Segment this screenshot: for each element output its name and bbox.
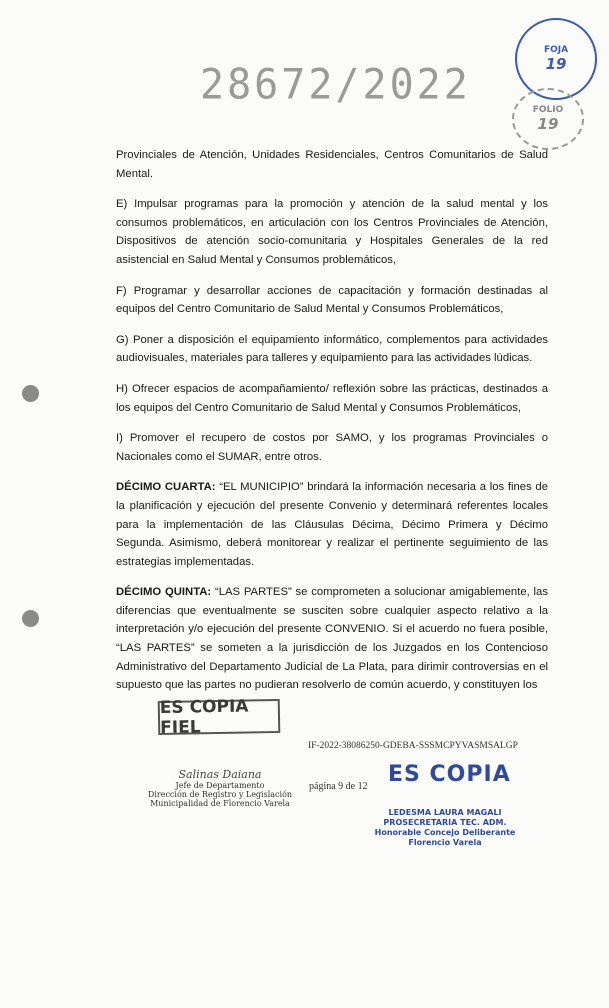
signer-municipality: Municipalidad de Florencio Varela xyxy=(150,799,290,808)
clause-decimo-quinta-heading: DÉCIMO QUINTA: xyxy=(116,586,212,599)
copia-signer-city: Florencio Varela xyxy=(408,838,482,847)
paragraph-g: G) Poner a disposición el equipamiento informático, complementos para actividades audiovisuales, materiales para talleres y equipamiento para las actividades lúdicas. xyxy=(116,333,548,365)
clause-decimo-cuarta-heading: DÉCIMO CUARTA: xyxy=(116,481,216,494)
paragraph-i: I) Promover el recupero de costos por SAMO, y los programas Provinciales o Nacionales como el SUMAR, entre otros. xyxy=(116,432,548,463)
page-number: página 9 de 12 xyxy=(309,781,368,792)
signer-department: Dirección de Registro y Legislación xyxy=(147,790,293,799)
handwritten-file-number: 28672/2022 xyxy=(200,60,471,110)
foja-label: FOJA xyxy=(543,45,569,55)
paragraph-h: H) Ofrecer espacios de acompañamiento/ reflexión sobre las prácticas, destinados a los equipos del Centro Comunitario de Salud Mental y Consumos Problemáticos, xyxy=(116,382,548,414)
paragraph-intro: Provinciales de Atención, Unidades Residenciales, Centros Comunitarios de Salud Mental. xyxy=(116,149,548,180)
paragraph-f: F) Programar y desarrollar acciones de capacitación y formación destinadas al equipos del Centro Comunitario de Salud Mental y Consumos Problemáticos, xyxy=(116,284,548,316)
paragraph-e: E) Impulsar programas para la promoción y atención de la salud mental y los consumos problemáticos, en articulación con los Centros Provinciales de Atención, Dispositivos de atención socio-comunitaria y Hospitales Generales de la red asistencial en Salud Mental y Consumos problemáticos, xyxy=(116,198,548,266)
punch-hole-bottom xyxy=(22,610,39,627)
copia-signer-org: Honorable Concejo Deliberante xyxy=(374,828,516,837)
copia-signer-title: PROSECRETARIA TEC. ADM. xyxy=(383,818,507,827)
punch-hole-top xyxy=(22,385,39,402)
clause-decimo-cuarta-text: “EL MUNICIPIO” brindará la información necesaria a los fines de la planificación y ejecución del presente Convenio y determinará referentes locales para la implementación de las Cláusulas Décima, Décimo Primera y Décimo Segunda. Asimismo, deberá monitorear y realizar el pertinente seguimiento de las estrategias implementadas. xyxy=(116,481,548,568)
signature-block xyxy=(140,770,300,808)
document-body xyxy=(116,146,548,707)
foja-number: 19 xyxy=(545,55,567,73)
es-copia-stamp: ES COPIA xyxy=(388,762,511,787)
clause-decimo-cuarta xyxy=(116,478,548,571)
copia-signer-name: LEDESMA LAURA MAGALI xyxy=(388,808,502,817)
clause-decimo-quinta-text: “LAS PARTES” se comprometen a solucionar amigablemente, las diferencias que eventualmente se susciten sobre cualquier aspecto relativo a la interpretación y/o ejecución del presente CONVENIO. Si el acuerdo no fuera posible, “LAS PARTES” se someten a la jurisdicción de los Juzgados en los Contencioso Administrativo del Departamento Judicial de La Plata, para dirimir controversias en el supuesto que las partes no pudieran resolverlo de común acuerdo, y constituyen los xyxy=(116,586,548,692)
folio-number: 19 xyxy=(537,115,559,133)
copia-signer-block xyxy=(365,808,525,848)
document-reference: IF-2022-38086250-GDEBA-SSSMCPYVASMSALGP xyxy=(308,741,518,751)
signer-title: Jefe de Departamento xyxy=(175,781,265,790)
folio-seal xyxy=(512,88,584,150)
clause-decimo-quinta xyxy=(116,583,548,695)
signer-name: Salinas Daiana xyxy=(178,768,262,781)
copia-fiel-stamp: ES COPIA FIEL xyxy=(158,699,281,735)
foja-seal xyxy=(515,18,597,100)
folio-label: FOLIO xyxy=(532,105,564,115)
